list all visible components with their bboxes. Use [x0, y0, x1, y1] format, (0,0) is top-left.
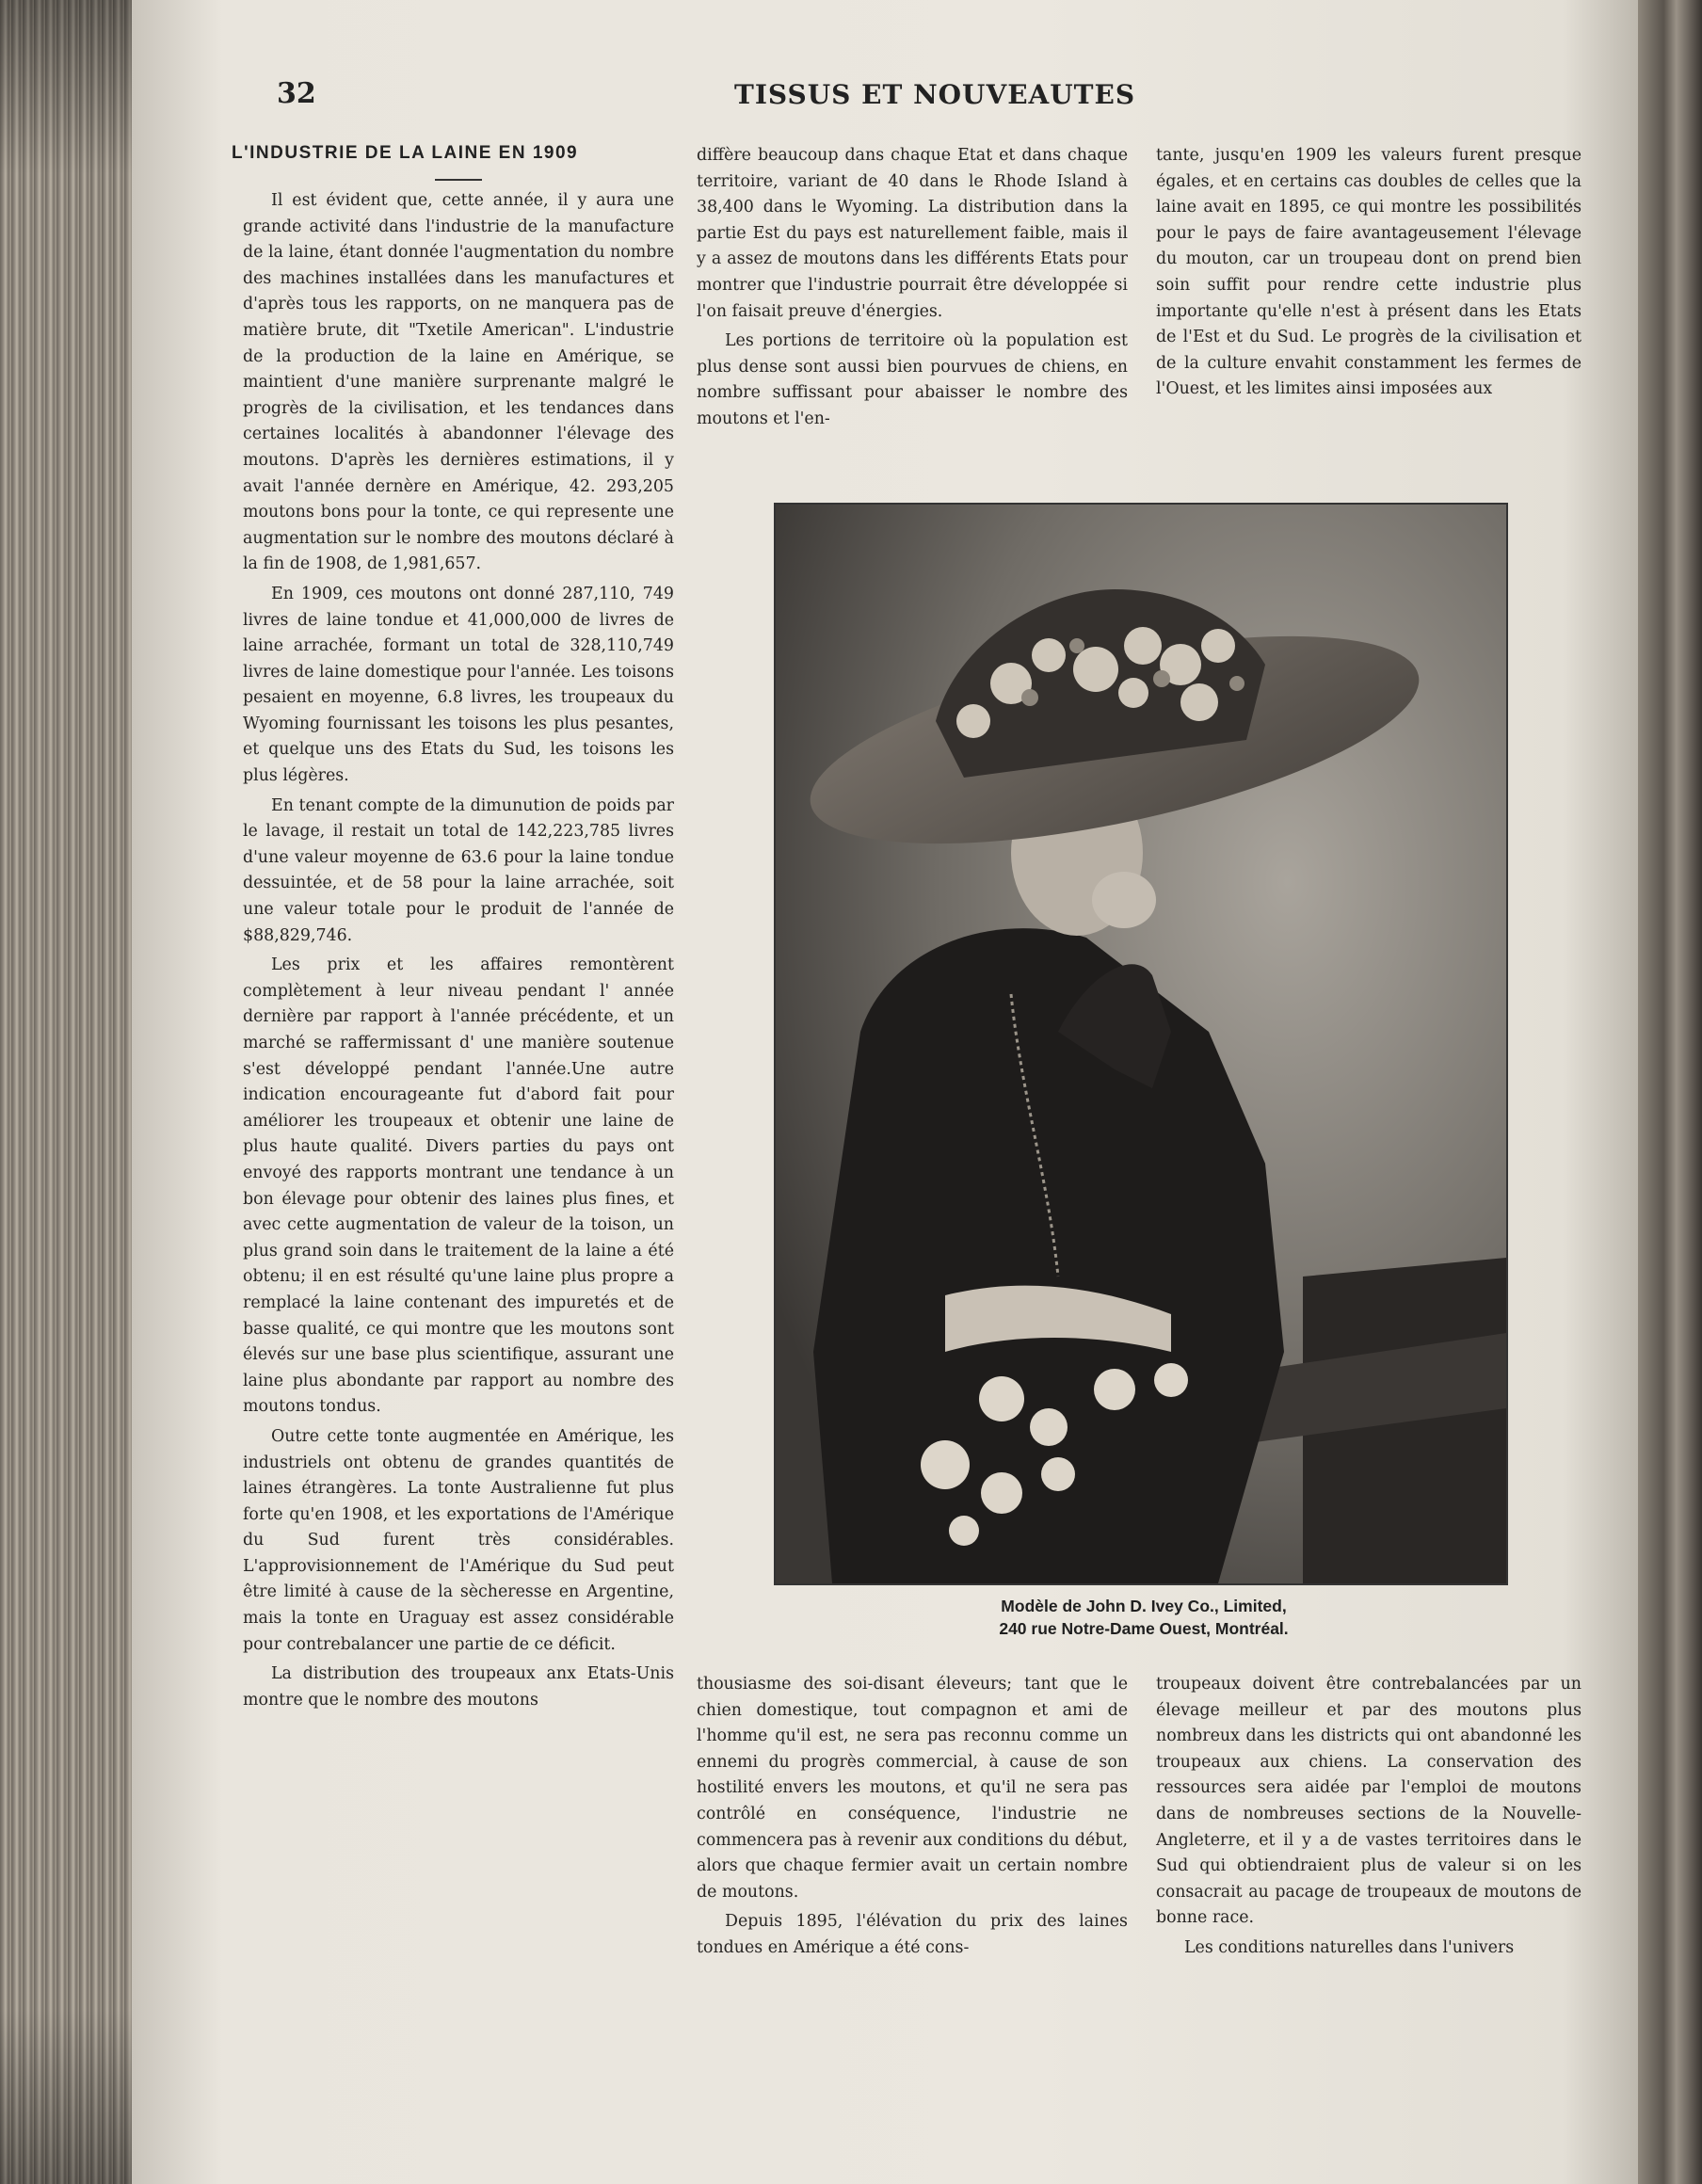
photo-caption — [772, 1595, 1516, 1640]
paragraph: En tenant compte de la dimunution de poids par le lavage, il restait un total de 142,223,785 livres d'une valeur moyenne de 63.6 pour la laine tondue dessuintée, et de 58 pour la laine arrachée, soit une valeur totale pour le produit de l'année de $88,829,746. — [243, 795, 674, 945]
paragraph: thousiasme des soi-disant éleveurs; tant que le chien domestique, tout compagnon et ami de l'homme qu'il est, ne sera pas reconnu comme un ennemi du progrès commercial, à cause de son hostilité envers les moutons, et qu'il ne sera pas contrôlé en conséquence, l'industrie ne commencera pas à revenir aux conditions du début, alors que chaque fermier avait un certain nombre de moutons. — [697, 1675, 1128, 1902]
paragraph: Les portions de territoire où la population est plus dense sont aussi bien pourvues de chiens, en nombre suffissant pour abaisser le nombre des moutons et l'en- — [697, 331, 1128, 428]
paragraph: Outre cette tonte augmentée en Amérique, les industriels ont obtenu de grandes quantités de laines étrangères. La tonte Australienne fut plus forte qu'en 1908, et les exportations de l'Amérique du Sud furent très considérables. L'approvisionnement de l'Amérique du Sud peut être limité à cause de la sècheresse en Argentine, mais la tonte en Uraguay est assez considérable pour contrebalancer une partie de ce déficit. — [243, 1426, 674, 1654]
paragraph: Depuis 1895, l'élévation du prix des laines tondues en Amérique a été cons- — [697, 1912, 1128, 1957]
running-head: TISSUS ET NOUVEAUTES — [734, 79, 1136, 110]
paragraph: troupeaux doivent être contrebalancées par un élevage meilleur et par des moutons plus nombreux dans les districts qui ont abandonné les troupeaux aux chiens. La conservation des ressources sera aidée par l'emploi de moutons dans de nombreuses sections de la Nouvelle-Angleterre, et il y a de vastes territoires dans le Sud qui obtiendraient plus de valeur si on les consacrait au pacage de troupeaux de moutons de bonne race. — [1156, 1675, 1582, 1928]
article-column-2-top — [697, 143, 1128, 437]
article-column-3-bottom — [1156, 1672, 1582, 1966]
book-spine-edge — [1638, 0, 1702, 2184]
article-column-3-top — [1156, 143, 1582, 407]
paragraph: diffère beaucoup dans chaque Etat et dans chaque territoire, variant de 40 dans le Rhode Island à 38,400 dans le Wyoming. La distribution dans la partie Est du pays est naturellement faible, mais il y a assez de moutons dans les différents Etats pour montrer que l'industrie pourrait être développée si l'on faisait preuve d'énergies. — [697, 146, 1128, 321]
paragraph: En 1909, ces moutons ont donné 287,110, 749 livres de laine tondue et 41,000,000 de livres de laine arrachée, formant un total de 328,110,749 livres de laine domestique pour l'année. Les toisons pesaient en moyenne, 6.8 livres, les troupeaux du Wyoming fournissant les toisons les plus pesantes, et quelque uns des Etats du Sud, les toisons les plus légères. — [243, 584, 674, 786]
paragraph: Les prix et les affaires remontèrent complètement à leur niveau pendant l' année dernière par rapport à l'année précédente, et un marché se raffermissant d' une manière soutenue s'est développé pendant l'année.Une autre indication encourageante fut d'abord fait pour améliorer les troupeaux et obtenir une laine de plus haute qualité. Divers parties du pays ont envoyé des rapports montrant une tendance à un bon élevage pour obtenir des laines plus fines, et avec cette augmentation de valeur de la toison, un plus grand soin dans le traitement de la laine a été obtenu; il en est résulté qu'une laine plus propre a remplacé la laine contenant des impuretés et de basse qualité, ce qui montre que les moutons sont élevés sur une base plus scientifique, assurant une laine plus abondante par rapport au nombre des moutons tondus. — [243, 956, 674, 1417]
caption-line: 240 rue Notre-Dame Ouest, Montréal. — [999, 1619, 1289, 1638]
title-rule — [435, 179, 482, 181]
page-edge-shadow — [0, 0, 141, 2184]
paragraph: La distribution des troupeaux anx Etats-Unis montre que le nombre des moutons — [243, 1664, 674, 1710]
paragraph: Il est évident que, cette année, il y aura une grande activité dans l'industrie de la manufacture de la laine, étant donnée l'augmentation du nombre des machines installées dans les manufactures et d'après tous les rapports, on ne manquera pas de matière brute, dit "Txetile American". L'industrie de la production de la laine en Amérique, se maintient d'une manière surprenante malgré le progrès de la civilisation, et les tendances dans certaines localités à abandonner l'élevage des moutons. D'après les dernières estimations, il y avait l'année dernère en Amérique, 42. 293,205 moutons bons pour la tonte, ce qui represente une augmentation sur le nombre des moutons déclaré à la fin de 1908, de 1,981,657. — [243, 191, 674, 574]
article-column-1 — [243, 188, 674, 1717]
woman-in-hat-illustration — [776, 505, 1506, 1583]
article-column-2-bottom — [697, 1672, 1128, 1966]
caption-line: Modèle de John D. Ivey Co., Limited, — [1001, 1597, 1287, 1615]
paragraph: Les conditions naturelles dans l'univers — [1184, 1937, 1515, 1957]
fashion-photograph — [774, 503, 1508, 1585]
page-number: 32 — [277, 77, 316, 110]
paragraph: tante, jusqu'en 1909 les valeurs furent presque égales, et en certains cas doubles de celles que la laine avait en 1895, ce qui montre les possibilités pour le pays de faire avantageusement l'élevage du mouton, car un troupeau dont on prend bien soin suffit pour rendre cette industrie plus importante qu'elle n'est à présent dans les Etats de l'Est et du Sud. Le progrès de la civilisation et de la culture envahit constamment les fermes de l'Ouest, et les limites ainsi imposées aux — [1156, 146, 1582, 399]
article-title: L'INDUSTRIE DE LA LAINE EN 1909 — [232, 143, 579, 163]
